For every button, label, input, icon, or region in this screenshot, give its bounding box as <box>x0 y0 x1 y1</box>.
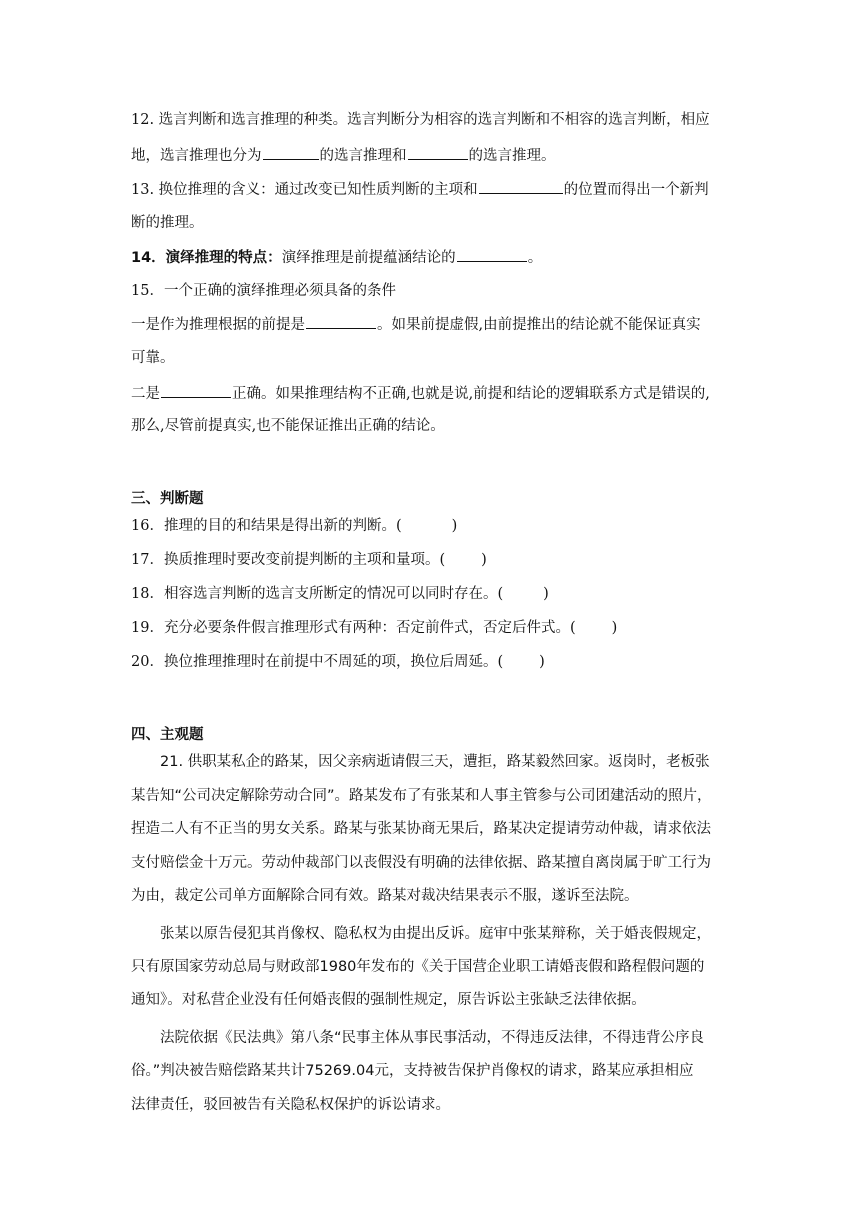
q15-blank-1[interactable] <box>306 314 376 329</box>
judge-item-17 <box>131 550 487 570</box>
judge-item-19 <box>131 618 617 638</box>
q12-line1: 12. 选言判断和选言推理的种类。选言判断分为相容的选言判断和不相容的选言判断，相应 <box>131 112 710 128</box>
judge-item-text: 19．充分必要条件假言推理形式有两种：否定前件式，否定后件式。( <box>131 620 576 636</box>
q13-text-a: 13. 换位推理的含义：通过改变已知性质判断的主项和 <box>131 182 478 198</box>
judge-item-text: 17．换质推理时要改变前提判断的主项和量项。( <box>131 552 446 568</box>
q15-title: 15．一个正确的演绎推理必须具备的条件 <box>131 283 396 299</box>
q15-text-c: 二是 <box>131 386 160 402</box>
q13-line2: 断的推理。 <box>131 215 204 231</box>
q15-blank-2[interactable] <box>161 383 231 398</box>
q21-p1-line2: 某告知“公司决定解除劳动合同”。路某发布了有张某和人事主管参与公司团建活动的照片， <box>131 788 712 804</box>
q12-blank-1[interactable] <box>263 145 319 160</box>
q21-p3-line3: 法律责任，驳回被告有关隐私权保护的诉讼请求。 <box>131 1097 450 1113</box>
q21-p1-line3: 捏造二人有不正当的男女关系。路某与张某协商无果后，路某决定提请劳动仲裁，请求依法 <box>131 821 711 837</box>
q12-text-c: 的选言推理。 <box>468 148 556 164</box>
q15-line2: 可靠。 <box>131 350 175 366</box>
q13-text-b: 的位置而得出一个新判 <box>563 182 709 198</box>
judge-item-16 <box>131 516 457 536</box>
q14-line <box>131 247 542 268</box>
judge-item-close: ) <box>451 518 458 534</box>
section-heading-subjective: 四、主观题 <box>131 727 204 743</box>
q15-text-b: 。如果前提虚假,由前提推出的结论就不能保证真实 <box>377 317 701 333</box>
q15-line4: 那么,尽管前提真实,也不能保证推出正确的结论。 <box>131 418 445 434</box>
judge-item-close: ) <box>611 620 618 636</box>
q13-blank[interactable] <box>479 179 563 194</box>
q15-text-d: 正确。如果推理结构不正确,也就是说,前提和结论的逻辑联系方式是错误的, <box>232 386 710 402</box>
q13-line1 <box>131 179 709 200</box>
q12-blank-2[interactable] <box>408 145 468 160</box>
q21-p1-line5: 为由，裁定公司单方面解除合同有效。路某对裁决结果表示不服，遂诉至法院。 <box>131 888 639 904</box>
q21-p3-line1: 法院依据《民法典》第八条“民事主体从事民事活动，不得违反法律，不得违背公序良 <box>160 1030 705 1046</box>
q21-p2-line1: 张某以原告侵犯其肖像权、隐私权为由提出反诉。庭审中张某辩称，关于婚丧假规定， <box>160 926 711 942</box>
q12-text-a: 地，选言推理也分为 <box>131 148 262 164</box>
judge-item-text: 20．换位推理推理时在前提中不周延的项，换位后周延。( <box>131 654 504 670</box>
judge-item-close: ) <box>481 552 487 568</box>
q12-line2 <box>131 145 556 166</box>
q12-text-b: 的选言推理和 <box>319 148 407 164</box>
q14-blank[interactable] <box>457 247 527 262</box>
q14-label: 14．演绎推理的特点： <box>131 250 282 266</box>
judge-item-close: ) <box>539 654 545 670</box>
section-heading-judge: 三、判断题 <box>131 491 204 507</box>
q21-p2-line3: 通知》。对私营企业没有任何婚丧假的强制性规定，原告诉讼主张缺乏法律依据。 <box>131 992 646 1008</box>
q15-line1 <box>131 314 701 335</box>
judge-item-18 <box>131 584 549 604</box>
q15-text-a: 一是作为推理根据的前提是 <box>131 317 305 333</box>
q21-p1-line4: 支付赔偿金十万元。劳动仲裁部门以丧假没有明确的法律依据、路某擅自离岗属于旷工行为 <box>131 855 711 871</box>
judge-item-close: ) <box>543 586 549 602</box>
q21-p1-line1: 21. 供职某私企的路某，因父亲病逝请假三天，遭拒，路某毅然回家。返岗时，老板张 <box>160 754 710 770</box>
judge-item-text: 16．推理的目的和结果是得出新的判断。( <box>131 518 402 534</box>
q21-p2-line2: 只有原国家劳动总局与财政部1980年发布的《关于国营企业职工请婚丧假和路程假问题的 <box>131 959 705 975</box>
judge-item-20 <box>131 652 545 672</box>
q14-text-b: 。 <box>527 250 543 266</box>
q14-text-a: 演绎推理是前提蕴涵结论的 <box>281 250 456 266</box>
judge-item-text: 18．相容选言判断的选言支所断定的情况可以同时存在。( <box>131 586 504 602</box>
q21-p3-line2: 俗。”判决被告赔偿路某共计75269.04元，支持被告保护肖像权的请求，路某应承担相应 <box>131 1063 694 1079</box>
q15-line3 <box>131 383 710 404</box>
